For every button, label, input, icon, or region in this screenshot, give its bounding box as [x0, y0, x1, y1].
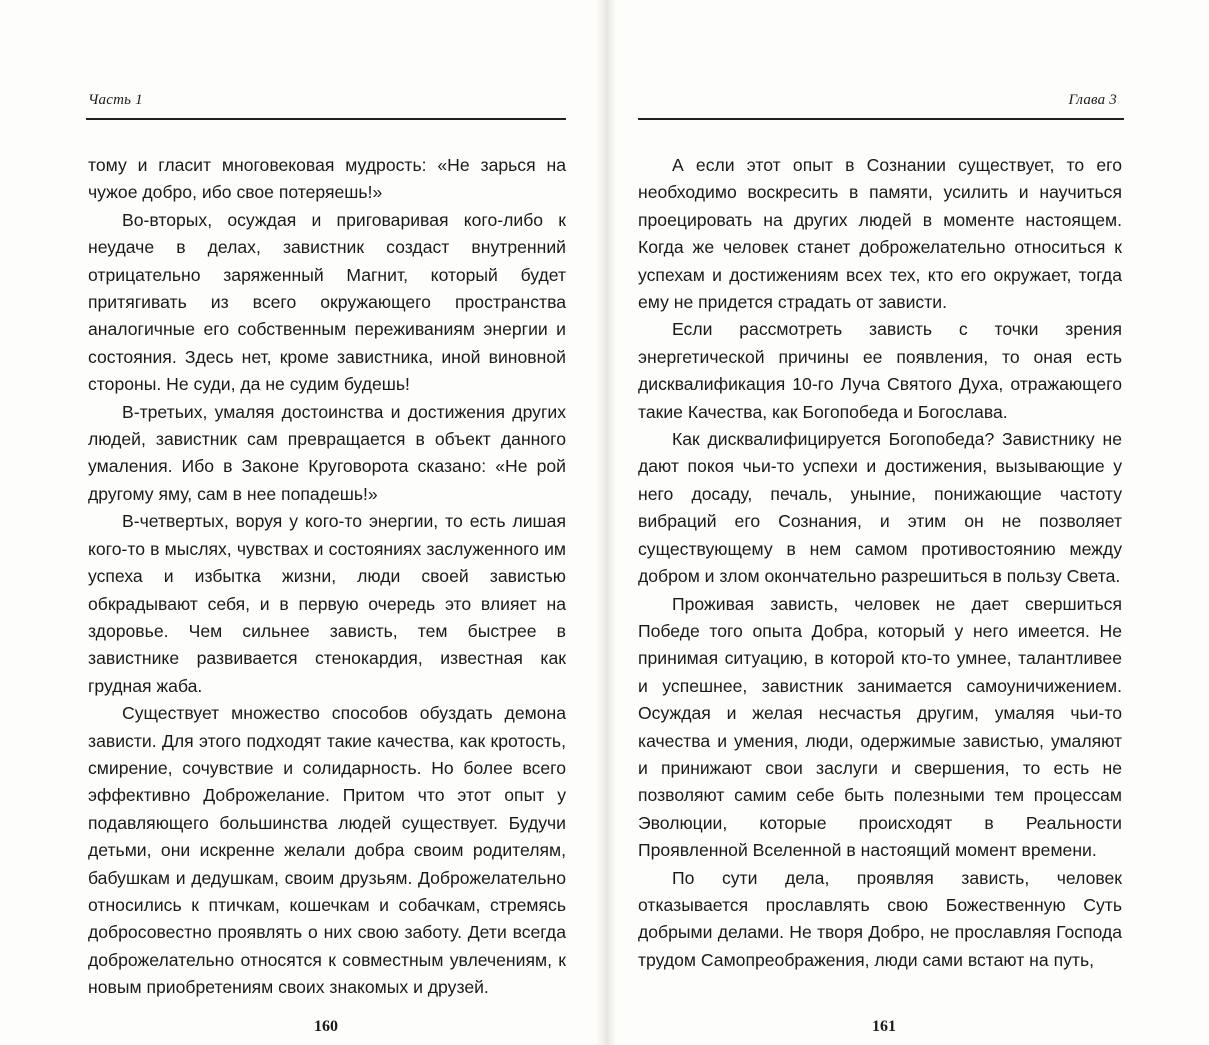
paragraph: В-четвертых, воруя у кого-то энергии, то есть лишая кого-то в мыслях, чувствах и состояниях заслуженного им успеха и избытка жизни, люди своей завистью обкрадывают себя, и в первую очередь это влияет на здоровье. Чем сильнее зависть, тем быстрее в завистнике развивается стенокардия, известная как грудная жаба.	[88, 511, 566, 696]
paragraph: Если рассмотреть зависть с точки зрения энергетической причины ее появления, то оная есть дисквалификация 10-го Луча Святого Духа, отражающего такие Качества, как Богопобеда и Богослава.	[638, 319, 1122, 422]
header-rule-right	[638, 118, 1124, 120]
paragraph: Как дисквалифицируется Богопобеда? Завистнику не дают покоя чьи-то успехи и достижения, вызывающие у него досаду, печаль, уныние, понижающие частоту вибраций его Сознания, и этим он не позволяет существующему в нем самом противостоянию между добром и злом окончательно разрешиться в пользу Света.	[638, 429, 1122, 587]
right-page	[612, 0, 1209, 1045]
paragraph: В-третьих, умаляя достоинства и достижения других людей, завистник сам превращается в объект данного умаления. Ибо в Законе Круговорота сказано: «Не рой другому яму, сам в нее попадешь!»	[88, 401, 566, 504]
paragraph: Существует множество способов обуздать демона зависти. Для этого подходят такие качества, как кротость, смирение, сочувствие и солидарность. Но более всего эффективно Доброжелание. Притом что этот опыт у подавляющего большинства людей существует. Будучи детьми, они искренне желали добра своим родителям, бабушкам и дедушкам, своим друзьям. Доброжелательно относились к птичкам, кошечкам и собачкам, стремясь добросовестно проявлять о них свою заботу. Дети всегда доброжелательно относятся к совместным увлечениям, к новым приобретениям своих знакомых и друзей.	[88, 703, 566, 998]
paragraph: По сути дела, проявляя зависть, человек отказывается прославлять свою Божественную Суть добрыми делами. Не творя Добро, не прославляя Господа трудом Самопреображения, люди сами встают на путь,	[638, 867, 1122, 970]
left-page	[0, 0, 600, 1045]
paragraph: Во-вторых, осуждая и приговаривая кого-либо к неудаче в делах, завистник создаст внутренний отрицательно заряженный Магнит, который будет притягивать из всего окружающего пространства аналогичные его собственным переживаниям энергии и состояния. Здесь нет, кроме завистника, иной виновной стороны. Не суди, да не судим будешь!	[88, 209, 566, 395]
paragraph: Проживая зависть, человек не дает свершиться Победе того опыта Добра, который у него имеется. Не принимая ситуацию, в которой кто-то умнее, талантливее и успешнее, завистник занимается самоуничижением. Осуждая и желая несчастья другим, умаляя чьи-то качества и умения, люди, одержимые завистью, умаляют и принижают свои заслуги и свершения, то есть не позволяют самим себе быть полезными тем процессам Эволюции, которые происходят в Реальности Проявленной Вселенной в настоящий момент времени.	[638, 593, 1122, 861]
running-head-right: Глава 3	[1068, 92, 1117, 108]
right-page-text	[638, 152, 1122, 974]
page-number-left: 160	[314, 1018, 338, 1035]
page-number-right: 161	[872, 1018, 896, 1035]
left-page-text	[88, 152, 566, 1002]
paragraph: А если этот опыт в Сознании существует, то его необходимо воскресить в памяти, усилить и научиться проецировать на других людей в моменте настоящем. Когда же человек станет доброжелательно относиться к успехам и достижениям всех тех, кто его окружает, тогда ему не придется страдать от зависти.	[638, 155, 1122, 313]
paragraph: тому и гласит многовековая мудрость: «Не зарься на чужое добро, ибо свое потеряешь!»	[88, 155, 566, 203]
header-rule-left	[86, 118, 566, 120]
running-head-left: Часть 1	[88, 92, 143, 108]
